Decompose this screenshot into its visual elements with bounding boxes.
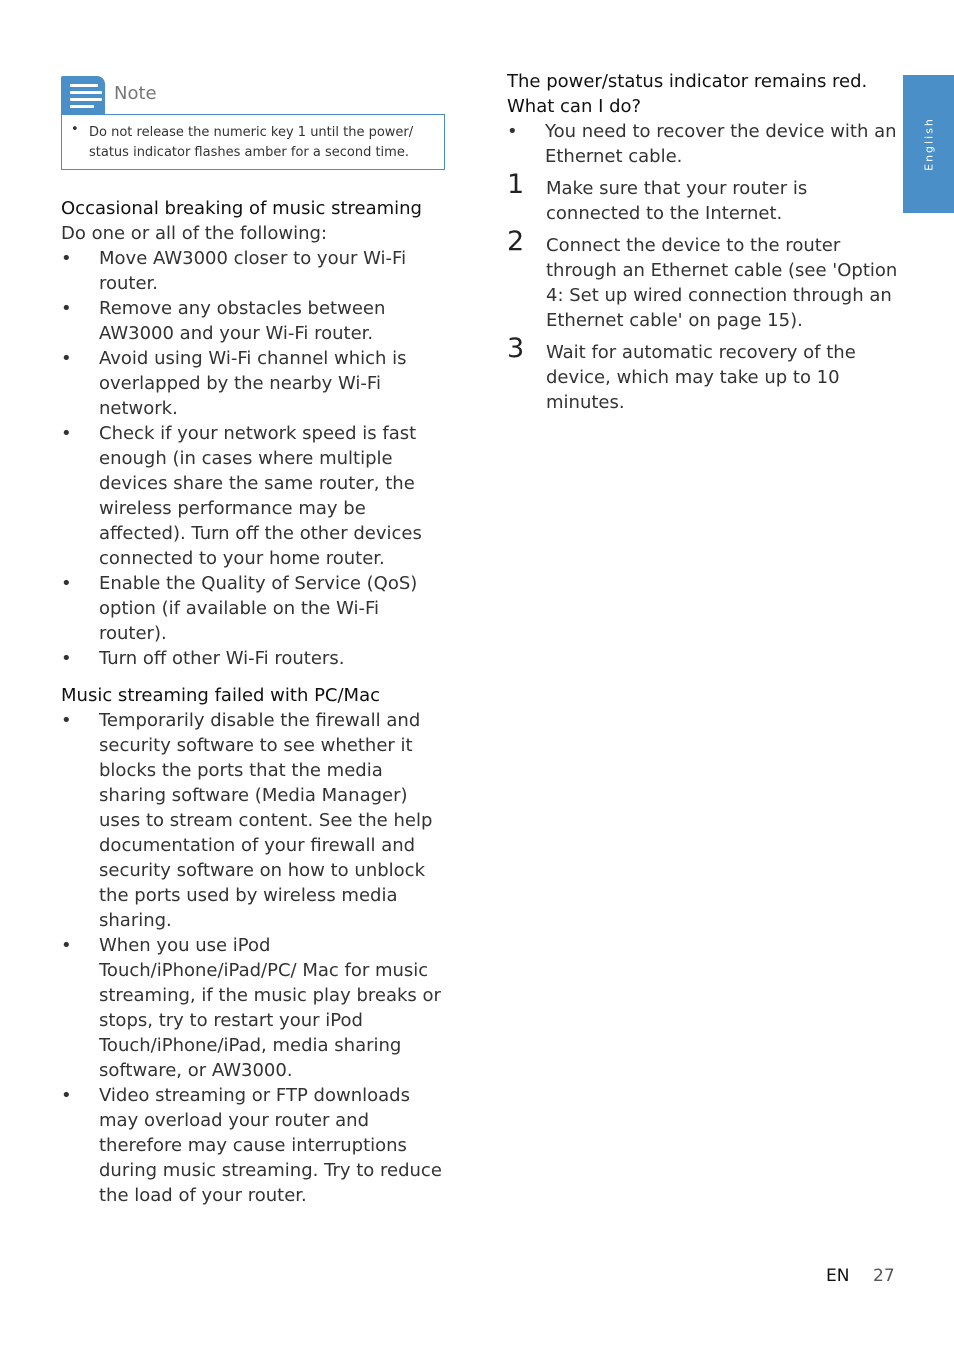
list-item: • Temporarily disable the firewall and security software to see whether it blocks the ports that the media sharing software (Media Manager) uses to stream content. See the help documentation of your firewall and security software on how to unblock the ports used by wireless media sharing. [61,710,433,931]
language-tab-label: English [922,117,935,171]
note-icon [61,76,105,114]
section-heading-red-indicator: The power/status indicator remains red. What can I do? [507,71,868,117]
note-label: Note [114,83,157,104]
pcmac-list [61,708,451,1208]
step-item: 3 Wait for automatic recovery of the device, which may take up to 10 minutes. [507,333,856,413]
list-item: • Video streaming or FTP downloads may overload your router and therefore may cause interruptions during music streaming. Try to reduce the load of your router. [61,1085,442,1206]
list-item: • Enable the Quality of Service (QoS) option (if available on the Wi-Fi router). [61,573,418,644]
language-tab [903,75,954,213]
list-item: • Turn off other Wi-Fi routers. [61,648,345,669]
list-item: • Check if your network speed is fast enough (in cases where multiple devices share the same router, the wireless performance may be affected). Turn off the other devices connected to your home router. [61,423,422,569]
streaming-intro: Do one or all of the following: [61,223,328,244]
step-item: 2 Connect the device to the router through an Ethernet cable (see 'Option 4: Set up wired connection through an Ethernet cable' on page 15). [507,226,898,331]
section-heading-streaming: Occasional breaking of music streaming [61,198,422,219]
step-item: 1 Make sure that your router is connected to the Internet. [507,169,808,224]
right-column [507,69,899,415]
recovery-steps [507,169,899,415]
list-item: • Avoid using Wi-Fi channel which is overlapped by the nearby Wi-Fi network. [61,348,407,419]
note-bullet: • [71,122,79,137]
note-text: Do not release the numeric key 1 until the power/ status indicator flashes amber for a second time. [89,125,414,160]
red-indicator-bullet-list [507,119,899,169]
list-item: • You need to recover the device with an Ethernet cable. [507,121,897,167]
list-item: • When you use iPod Touch/iPhone/iPad/PC/ Mac for music streaming, if the music play breaks or stops, try to restart your iPod Touch/iPhone/iPad, media sharing software, or AW3000. [61,935,441,1081]
footer-language: EN [826,1266,850,1286]
section-heading-pcmac: Music streaming failed with PC/Mac [61,685,381,706]
list-item: • Remove any obstacles between AW3000 and your Wi-Fi router. [61,298,386,344]
left-column [61,196,451,1208]
page-number: 27 [873,1266,895,1286]
list-item: • Move AW3000 closer to your Wi-Fi router. [61,248,407,294]
streaming-list [61,246,451,671]
